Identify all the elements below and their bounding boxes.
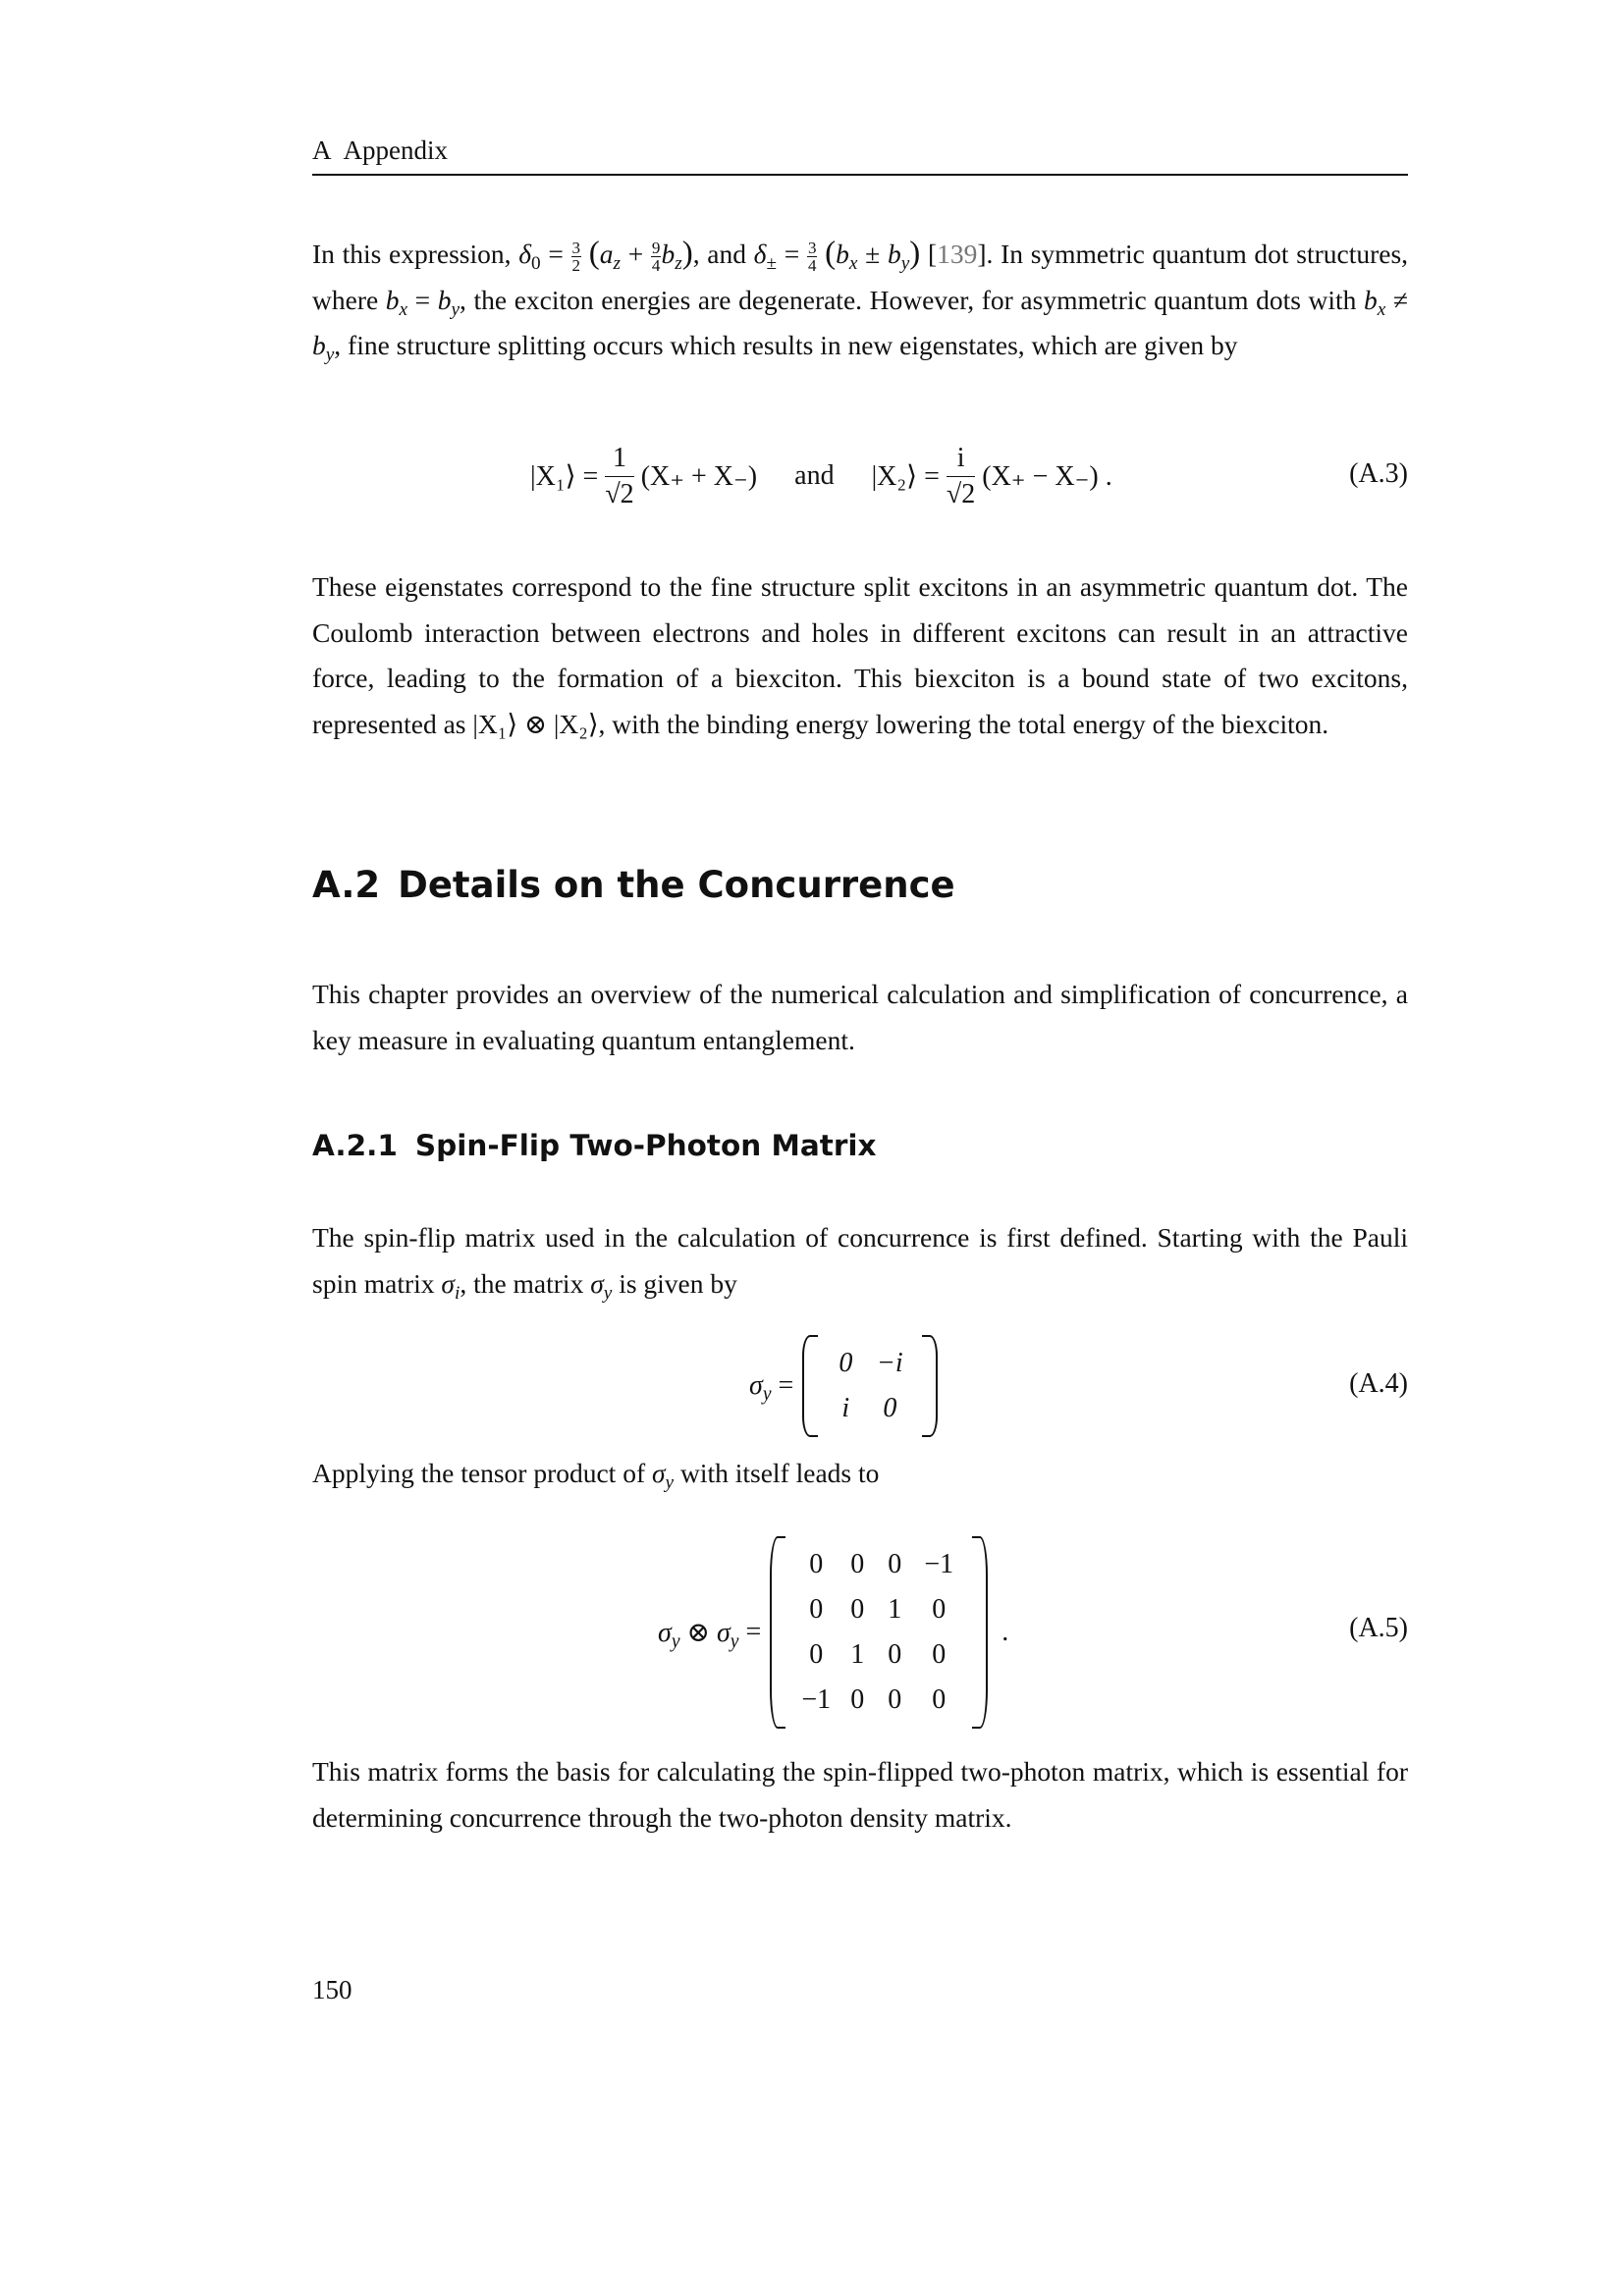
running-head (312, 135, 1408, 176)
eq-a4-number: (A.4) (1349, 1368, 1408, 1399)
matrix-cell: 0 (850, 1684, 865, 1715)
matrix-cell: 0 (932, 1594, 947, 1625)
p1-text-4: ]. In symmetric quantum dot structures, where (312, 239, 1409, 315)
matrix-cell: 0 (932, 1639, 947, 1670)
p1-text-3: [ (927, 239, 938, 269)
p1-text-1: In this expression, (312, 239, 519, 269)
p4-text-2: , the matrix (460, 1267, 591, 1299)
matrix-cell: 1 (888, 1594, 902, 1625)
matrix-cell: 0 (809, 1639, 824, 1670)
matrix-cell: −1 (801, 1684, 832, 1715)
eq-a3-frac2: $\frac{i}{√2}$ (946, 443, 976, 509)
chapter-number: A (312, 135, 332, 165)
equation-a5 (312, 1536, 1408, 1723)
matrix-cell: 0 (809, 1549, 824, 1579)
eq-a3-lhs1: |X₁⟩ = (530, 461, 599, 492)
pauli-y-matrix (800, 1335, 940, 1437)
matrix-cell: 0 (883, 1393, 897, 1423)
tensor-product-matrix (768, 1536, 990, 1729)
eq-a3-and: and (794, 460, 835, 491)
paragraph-6: This matrix forms the basis for calculating the spin-flipped two-photon matrix, which is essential for determining concurrence through the two-photon density matrix. (312, 1756, 1408, 1833)
paragraph-2: These eigenstates correspond to the fine structure split excitons in an asymmetric quantum dot. The Coulomb interaction between electrons and holes in different excitons can result in an attractive force, leading to the formation of a biexciton. This biexciton is a bound state of two excitons, represented as |X₁⟩ ⊗ |X₂⟩, with the binding energy lowering the total energy of the biexciton. (312, 571, 1408, 739)
eq-a3-rhs1: (X₊ + X₋) (640, 461, 758, 492)
eq-a3-frac1: $\frac{1}{√2}$ (605, 443, 634, 509)
p1-text-2: , and (692, 239, 754, 269)
matrix-cell: −i (876, 1348, 903, 1378)
eq-a3-rhs2: (X₊ − X₋) . (982, 461, 1112, 492)
matrix-cell: 0 (839, 1348, 853, 1378)
equation-a3 (312, 437, 1408, 515)
citation-link[interactable]: 139 (937, 239, 978, 269)
delta-0: $\delta_0$ (518, 239, 541, 274)
p4-text-1: The spin-flip matrix used in the calculation of concurrence is first defined. Starting with the Pauli spin matrix (312, 1222, 1408, 1299)
matrix-cell: 0 (932, 1684, 947, 1715)
eq-a3-lhs2: |X₂⟩ = (871, 461, 940, 492)
paragraph-3: This chapter provides an overview of the numerical calculation and simplification of concurrence, a key measure in evaluating quantum entanglement. (312, 979, 1408, 1055)
section-heading (312, 864, 955, 906)
matrix-cell: i (841, 1393, 850, 1423)
equation-a4 (312, 1335, 1408, 1433)
p4-text-3: is given by (612, 1267, 737, 1299)
eq-a5-eq: = (745, 1617, 762, 1647)
matrix-cell: 0 (888, 1639, 902, 1670)
p1-text-5: , the exciton energies are degenerate. However, for asymmetric quantum dots with (460, 284, 1365, 315)
p5-text-1: Applying the tensor product of (312, 1458, 652, 1488)
matrix-cell: 0 (850, 1594, 865, 1625)
eq-a4-eq: = (778, 1370, 794, 1401)
eq-a5-tail: . (1001, 1617, 1009, 1647)
p1-text-6: , fine structure splitting occurs which results in new eigenstates, which are given by (334, 330, 1238, 360)
paragraph-5: Applying the tensor product of $\sigma_y$ with itself leads to (312, 1458, 880, 1493)
paragraph-4: The spin-flip matrix used in the calculation of concurrence is first defined. Starting with the Pauli spin matrix $\sigma_i$, the matrix $\sigma_y$ is given by (312, 1222, 1408, 1304)
matrix-cell: 0 (888, 1549, 902, 1579)
matrix-cell: 0 (809, 1594, 824, 1625)
section-title: Details on the Concurrence (398, 864, 955, 906)
subsection-number: A.2.1 (312, 1129, 398, 1162)
matrix-cell: 0 (850, 1549, 865, 1579)
eq-a5-number: (A.5) (1349, 1613, 1408, 1643)
matrix-cell: −1 (924, 1549, 954, 1579)
page-number: 150 (312, 1975, 352, 2004)
eq-a4-lhs: $\sigma_y$ (749, 1370, 772, 1405)
p5-text-2: with itself leads to (674, 1458, 880, 1488)
eq-a3-number: (A.3) (1349, 458, 1408, 489)
matrix-cell: 1 (850, 1639, 865, 1670)
section-number: A.2 (312, 864, 381, 906)
paragraph-1: In this expression, $\delta_0$ = $\frac{3}{2}$ ($a_z$ + $\frac{9}{4}$ $b_z$), and $\delta_\pm$ = $\frac{3}{4}$ $(b_x \pm b_y)$ [139]. In symmetric quantum dot structures, where $b_x = b_y$, the exciton energies are degenerate. However, for asymmetric quantum dots with $b_x \ne b_y$, fine structure splitting occurs which results in new eigenstates, which are given by (312, 236, 1409, 365)
matrix-cell: 0 (888, 1684, 902, 1715)
chapter-title: Appendix (343, 135, 448, 165)
eq-a5-lhs: $\sigma_y$ ⊗ $\sigma_y$ (658, 1618, 739, 1652)
delta-pm: $\delta_\pm$ (753, 239, 778, 274)
subsection-title: Spin-Flip Two-Photon Matrix (414, 1129, 877, 1162)
subsection-heading (312, 1129, 877, 1162)
